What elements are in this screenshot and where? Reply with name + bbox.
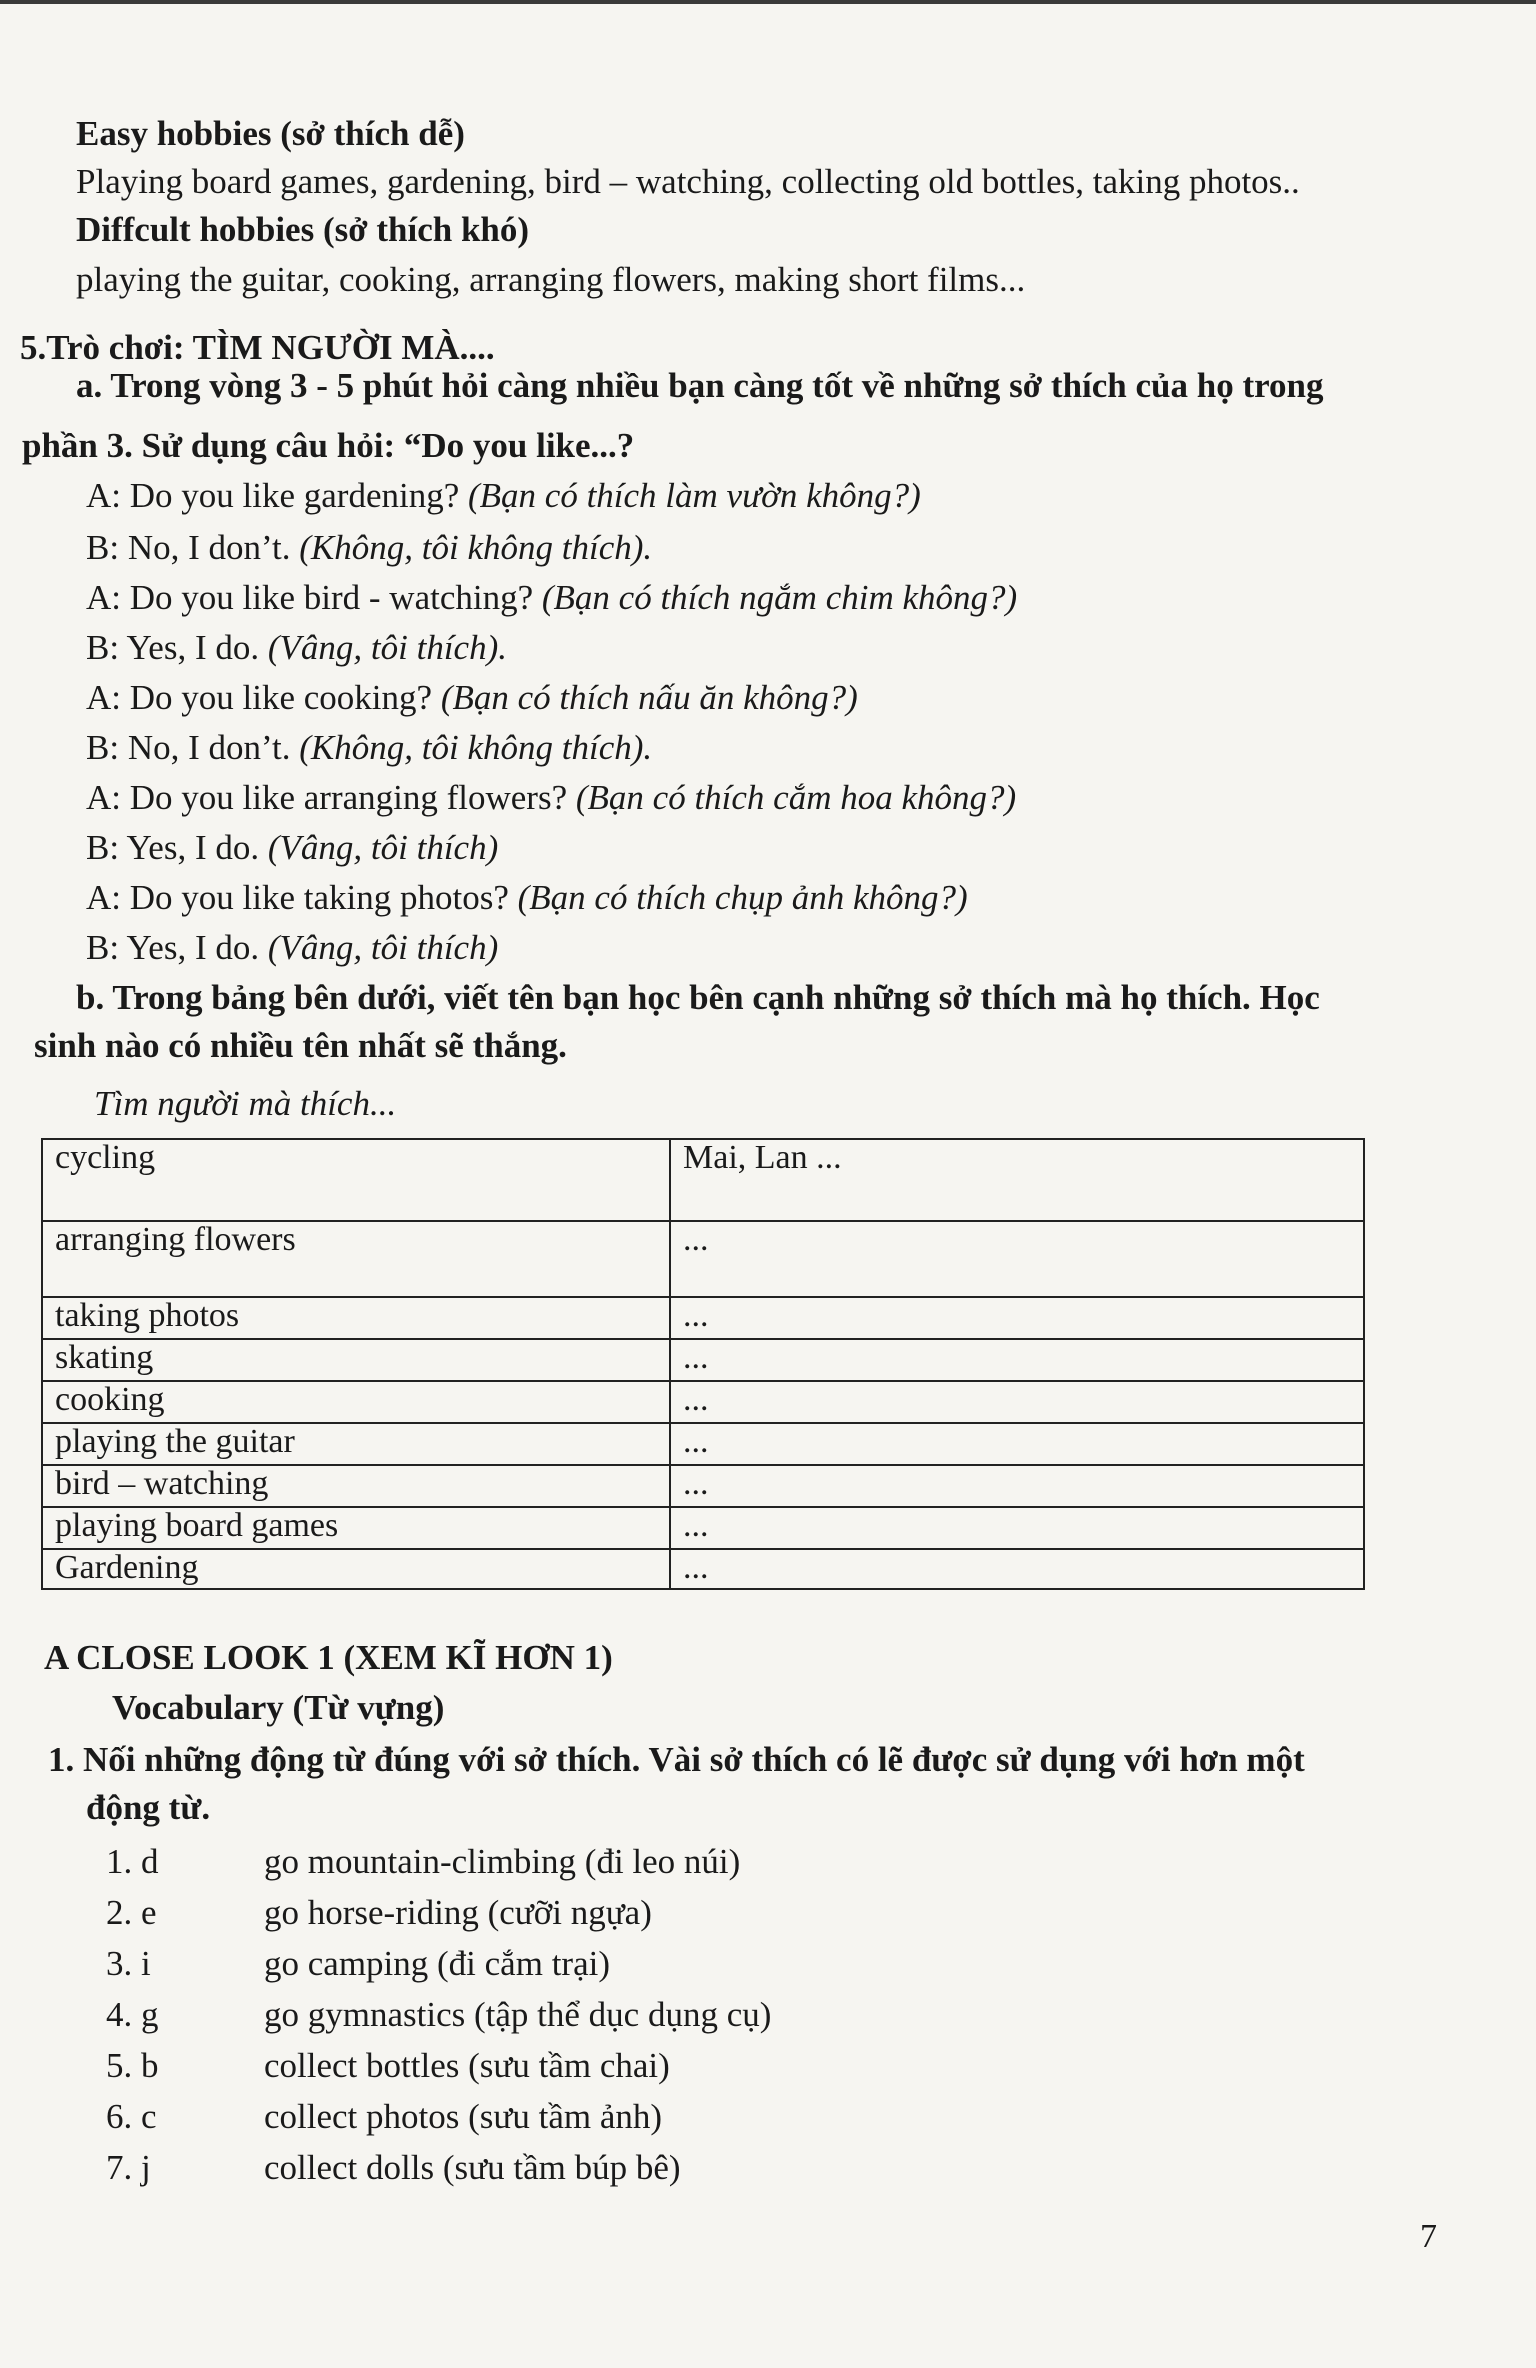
table-caption: Tìm người mà thích... <box>94 1084 397 1123</box>
table-row <box>42 1465 1364 1507</box>
answer-text: collect photos (sưu tầm ảnh) <box>264 2097 663 2136</box>
names-cell: ... <box>670 1423 1364 1465</box>
page-number: 7 <box>1420 2218 1437 2255</box>
answer-number: 4. g <box>106 1995 159 2034</box>
vocabulary-heading: Vocabulary (Từ vựng) <box>112 1688 445 1727</box>
hobby-cell: cooking <box>42 1381 670 1423</box>
dialogue-translation: (Vâng, tôi thích) <box>267 828 499 867</box>
dialogue-speaker: B: <box>86 528 120 567</box>
answer-text: go horse-riding (cưỡi ngựa) <box>264 1893 652 1932</box>
hobby-cell: arranging flowers <box>42 1221 670 1297</box>
part-b-instruction-line2: sinh nào có nhiều tên nhất sẽ thắng. <box>34 1026 567 1065</box>
dialogue-speaker: B: <box>86 728 120 767</box>
difficult-hobbies-list: playing the guitar, cooking, arranging flowers, making short films... <box>76 260 1026 299</box>
dialogue-line <box>86 676 858 720</box>
exercise-1-instruction-line1: 1. Nối những động từ đúng với sở thích. Vài sở thích có lẽ được sử dụng với hơn một <box>48 1740 1305 1779</box>
dialogue-text: Yes, I do. <box>126 628 260 667</box>
names-cell: ... <box>670 1465 1364 1507</box>
dialogue-translation: (Không, tôi không thích). <box>299 728 653 767</box>
easy-hobbies-list: Playing board games, gardening, bird – watching, collecting old bottles, taking photos.. <box>76 162 1300 201</box>
section-title: A CLOSE LOOK 1 (XEM KĨ HƠN 1) <box>44 1638 613 1677</box>
easy-hobbies-heading: Easy hobbies (sở thích dễ) <box>76 114 465 153</box>
answer-number: 3. i <box>106 1944 151 1983</box>
hobby-cell: cycling <box>42 1139 670 1221</box>
dialogue-line <box>86 776 1016 820</box>
table-row <box>42 1381 1364 1423</box>
answer-text: go camping (đi cắm trại) <box>264 1944 610 1983</box>
answer-text: go mountain-climbing (đi leo núi) <box>264 1842 741 1881</box>
dialogue-text: Do you like gardening? <box>129 476 460 515</box>
table-row <box>42 1139 1364 1221</box>
exercise-1-instruction-line2: động từ. <box>86 1788 211 1827</box>
dialogue-translation: (Vâng, tôi thích) <box>267 928 499 967</box>
hobby-cell: bird – watching <box>42 1465 670 1507</box>
dialogue-translation: (Bạn có thích cắm hoa không?) <box>575 778 1017 817</box>
answer-text: go gymnastics (tập thể dục dụng cụ) <box>264 1995 772 2034</box>
dialogue-translation: (Vâng, tôi thích). <box>267 628 507 667</box>
dialogue-translation: (Bạn có thích ngắm chim không?) <box>541 578 1018 617</box>
dialogue-speaker: A: <box>86 476 121 515</box>
answer-number: 2. e <box>106 1893 157 1932</box>
dialogue-text: No, I don’t. <box>127 528 291 567</box>
names-cell: ... <box>670 1507 1364 1549</box>
hobby-cell: taking photos <box>42 1297 670 1339</box>
part-a-instruction-line1: a. Trong vòng 3 - 5 phút hỏi càng nhiều bạn càng tốt về những sở thích của họ trong <box>76 366 1324 405</box>
find-someone-table <box>41 1138 1365 1590</box>
dialogue-line <box>86 576 1017 620</box>
dialogue-speaker: A: <box>86 778 121 817</box>
names-cell: ... <box>670 1297 1364 1339</box>
dialogue-translation: (Bạn có thích chụp ảnh không?) <box>517 878 968 917</box>
names-cell: ... <box>670 1221 1364 1297</box>
dialogue-text: Do you like bird - watching? <box>129 578 534 617</box>
dialogue-translation: (Không, tôi không thích). <box>299 528 653 567</box>
dialogue-line <box>86 876 968 920</box>
dialogue-text: Yes, I do. <box>126 828 260 867</box>
dialogue-speaker: B: <box>86 928 120 967</box>
names-cell: ... <box>670 1549 1364 1589</box>
table-row <box>42 1221 1364 1297</box>
game-title: 5.Trò chơi: TÌM NGƯỜI MÀ.... <box>20 328 495 367</box>
part-a-instruction-line2: phần 3. Sử dụng câu hỏi: “Do you like...? <box>22 426 635 465</box>
answer-text: collect dolls (sưu tầm búp bê) <box>264 2148 681 2187</box>
dialogue-line <box>86 626 507 670</box>
dialogue-speaker: B: <box>86 628 120 667</box>
dialogue-text: Yes, I do. <box>126 928 260 967</box>
hobby-cell: playing board games <box>42 1507 670 1549</box>
dialogue-line <box>86 826 498 870</box>
table-row <box>42 1507 1364 1549</box>
dialogue-speaker: A: <box>86 878 121 917</box>
dialogue-text: Do you like taking photos? <box>129 878 509 917</box>
answer-text: collect bottles (sưu tầm chai) <box>264 2046 670 2085</box>
dialogue-translation: (Bạn có thích làm vườn không?) <box>468 476 921 515</box>
dialogue-speaker: B: <box>86 828 120 867</box>
dialogue-speaker: A: <box>86 578 121 617</box>
answer-number: 5. b <box>106 2046 159 2085</box>
dialogue-translation: (Bạn có thích nấu ăn không?) <box>440 678 858 717</box>
dialogue-line <box>86 474 921 518</box>
table-row <box>42 1549 1364 1589</box>
part-b-instruction-line1: b. Trong bảng bên dưới, viết tên bạn học bên cạnh những sở thích mà họ thích. Học <box>76 978 1320 1017</box>
dialogue-text: No, I don’t. <box>127 728 291 767</box>
hobby-cell: skating <box>42 1339 670 1381</box>
dialogue-line <box>86 526 652 570</box>
dialogue-line <box>86 926 498 970</box>
dialogue-line <box>86 726 652 770</box>
names-cell: ... <box>670 1339 1364 1381</box>
answer-number: 1. d <box>106 1842 159 1881</box>
difficult-hobbies-heading: Diffcult hobbies (sở thích khó) <box>76 210 530 249</box>
names-cell: ... <box>670 1381 1364 1423</box>
table-row <box>42 1297 1364 1339</box>
dialogue-text: Do you like arranging flowers? <box>129 778 568 817</box>
hobby-cell: Gardening <box>42 1549 670 1589</box>
answer-number: 6. c <box>106 2097 157 2136</box>
table-row <box>42 1423 1364 1465</box>
hobby-cell: playing the guitar <box>42 1423 670 1465</box>
names-cell: Mai, Lan ... <box>670 1139 1364 1221</box>
answer-number: 7. j <box>106 2148 151 2187</box>
table-row <box>42 1339 1364 1381</box>
dialogue-text: Do you like cooking? <box>129 678 433 717</box>
dialogue-speaker: A: <box>86 678 121 717</box>
